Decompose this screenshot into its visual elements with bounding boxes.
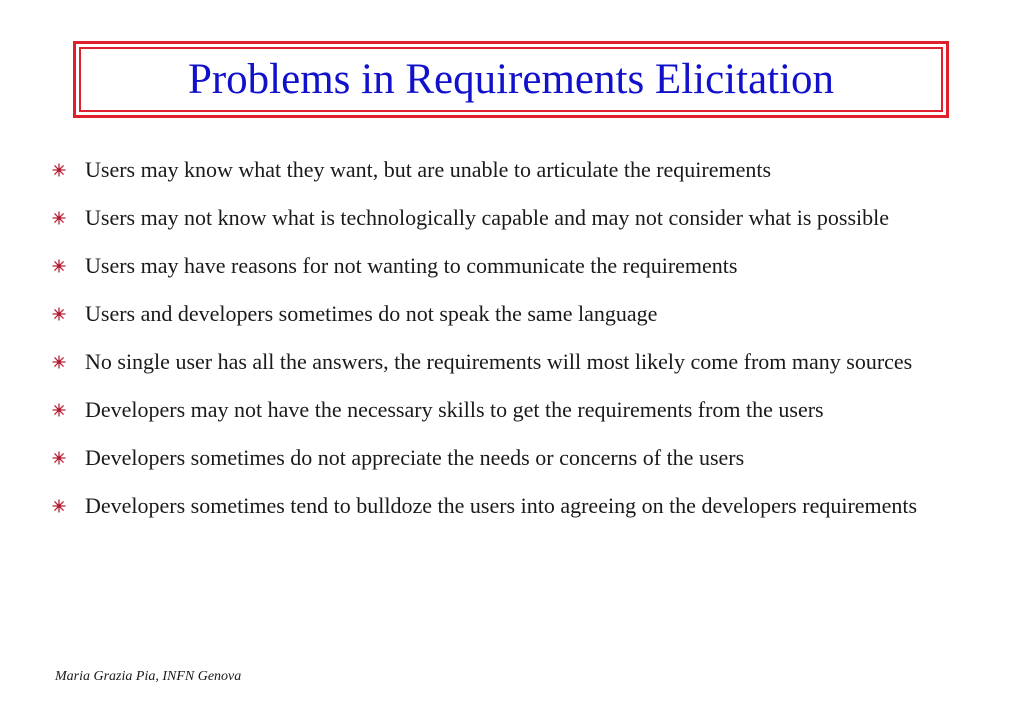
- footer-credit: Maria Grazia Pia, INFN Genova: [55, 669, 242, 684]
- title-frame-inner: [79, 47, 943, 112]
- bullet-text: Developers sometimes tend to bulldoze the users into agreeing on the developers requirements: [85, 493, 918, 518]
- slide-title: Problems in Requirements Elicitation: [187, 56, 835, 103]
- snowflake-bullet-icon: [52, 451, 66, 465]
- bullet-item: [52, 443, 982, 473]
- bullet-text: Developers may not have the necessary skills to get the requirements from the users: [85, 397, 824, 422]
- bullet-item: [52, 299, 982, 329]
- bullet-item: [52, 347, 982, 377]
- snowflake-bullet-icon: [52, 259, 66, 273]
- bullet-text: Developers sometimes do not appreciate the needs or concerns of the users: [85, 445, 745, 470]
- bullet-text: Users and developers sometimes do not speak the same language: [85, 301, 658, 326]
- bullet-list: [52, 155, 982, 539]
- title-frame: [73, 41, 949, 118]
- snowflake-bullet-icon: [52, 403, 66, 417]
- bullet-item: [52, 155, 982, 185]
- snowflake-bullet-icon: [52, 163, 66, 177]
- bullet-item: [52, 251, 982, 281]
- bullet-text: No single user has all the answers, the requirements will most likely come from many sources: [85, 349, 913, 374]
- bullet-item: [52, 491, 982, 521]
- bullet-item: [52, 203, 982, 233]
- snowflake-bullet-icon: [52, 307, 66, 321]
- bullet-text: Users may know what they want, but are unable to articulate the requirements: [85, 157, 772, 182]
- bullet-text: Users may have reasons for not wanting to communicate the requirements: [85, 253, 738, 278]
- snowflake-bullet-icon: [52, 211, 66, 225]
- bullet-text: Users may not know what is technologically capable and may not consider what is possible: [85, 205, 890, 230]
- bullet-item: [52, 395, 982, 425]
- snowflake-bullet-icon: [52, 499, 66, 513]
- snowflake-bullet-icon: [52, 355, 66, 369]
